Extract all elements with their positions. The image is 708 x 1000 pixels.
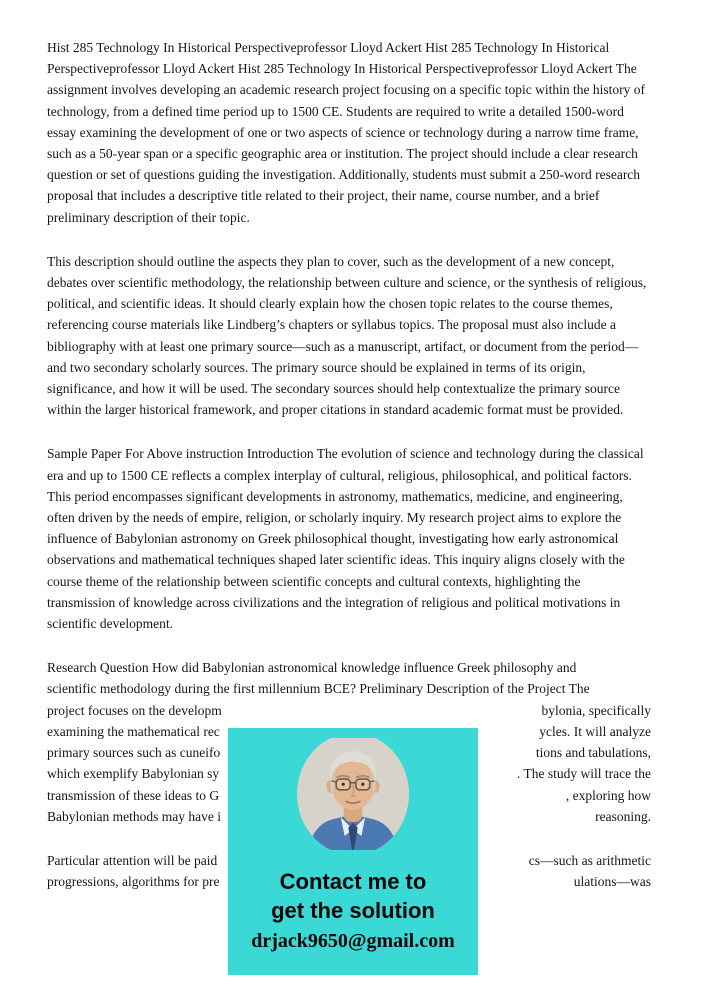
line-right: , exploring how bbox=[565, 787, 651, 803]
line-left: Babylonian methods may have i bbox=[47, 808, 221, 824]
man-portrait-icon bbox=[297, 733, 409, 855]
paragraph-2: This description should outline the aspects they plan to cover, such as the development of a new concept, debates over scientific methodology, the relationship between culture and science, or the synthesis of religious, political, and scientific ideas. It should clearly explain how the chosen topic relates to the course themes, referencing course materials like Lindberg’s chapters or syllabus topics. The proposal must also include a bibliography with at least one primary source—such as a manuscript, artifact, or document from the period—and two secondary scholarly sources. The primary source should be explained in terms of its origin, significance, and how it will be used. The secondary sources should help contextualize the primary source within the larger historical framework, and proper citations in standard academic format must be provided. bbox=[47, 253, 647, 418]
text-line bbox=[47, 678, 651, 699]
paragraph-1: Hist 285 Technology In Historical Perspectiveprofessor Lloyd Ackert Hist 285 Technology In Historical Perspectiveprofessor Lloyd Ackert Hist 285 Technology In Historical Perspectiveprofessor Lloyd Ackert The assignment involves developing an academic research project focusing on a specific topic within the history of technology, from a defined time period up to 1500 CE. Students are required to write a detailed 1500-word essay examining the development of one or two aspects of science or technology during a narrow time frame, such as a 50-year span or a specific geographic area or institution. The project should include a clear research question or set of questions guiding the investigation. Additionally, students must submit a 250-word research proposal that includes a descriptive title related to their project, their name, course number, and a brief preliminary description of their topic. bbox=[47, 40, 645, 225]
line-right: tions and tabulations, bbox=[535, 745, 651, 761]
line-left: examining the mathematical rec bbox=[47, 723, 220, 739]
line-left: progressions, algorithms for pre bbox=[47, 874, 220, 890]
overlay-heading-line2: get the solution bbox=[271, 898, 435, 923]
line-left: transmission of these ideas to G bbox=[47, 787, 220, 803]
line-left: which exemplify Babylonian sy bbox=[47, 766, 220, 782]
line-right: ulations—was bbox=[573, 874, 651, 890]
contact-email[interactable]: drjack9650@gmail.com bbox=[251, 930, 455, 952]
paragraph-3: Sample Paper For Above instruction Introduction The evolution of science and technology during the classical era and up to 1500 CE reflects a complex interplay of cultural, religious, philosophical, and political factors. This period encompasses significant developments in astronomy, mathematics, medicine, and engineering, often driven by the needs of empire, religion, or scholarly inquiry. My research project aims to explore the influence of Babylonian astronomy on Greek philosophical thought, investigating how early astronomical observations and mathematical techniques shaped later scientific ideas. This inquiry aligns closely with the course theme of the relationship between scientific concepts and cultural contexts, highlighting the transmission of knowledge across civilizations and the integration of religious and political motivations in scientific development. bbox=[47, 446, 644, 632]
line-left: Research Question How did Babylonian astronomical knowledge influence Greek philosophy and bbox=[47, 660, 577, 676]
line-right: . The study will trace the bbox=[517, 766, 651, 782]
line-left: Particular attention will be paid bbox=[47, 852, 218, 868]
line-right: ycles. It will analyze bbox=[539, 723, 651, 739]
line-right: bylonia, specifically bbox=[541, 702, 651, 718]
contact-overlay[interactable] bbox=[228, 728, 478, 975]
overlay-heading-line1: Contact me to bbox=[279, 869, 427, 894]
tutor-avatar bbox=[297, 733, 409, 855]
text-line bbox=[47, 700, 651, 721]
overlay-heading bbox=[271, 867, 435, 925]
text-line bbox=[47, 657, 651, 678]
line-left: scientific methodology during the first millennium BCE? Preliminary Description of the Project The bbox=[47, 681, 590, 697]
line-left: primary sources such as cuneifo bbox=[47, 745, 221, 761]
line-right: reasoning. bbox=[595, 808, 651, 824]
line-right: cs—such as arithmetic bbox=[528, 852, 651, 868]
line-left: project focuses on the developm bbox=[47, 702, 222, 718]
